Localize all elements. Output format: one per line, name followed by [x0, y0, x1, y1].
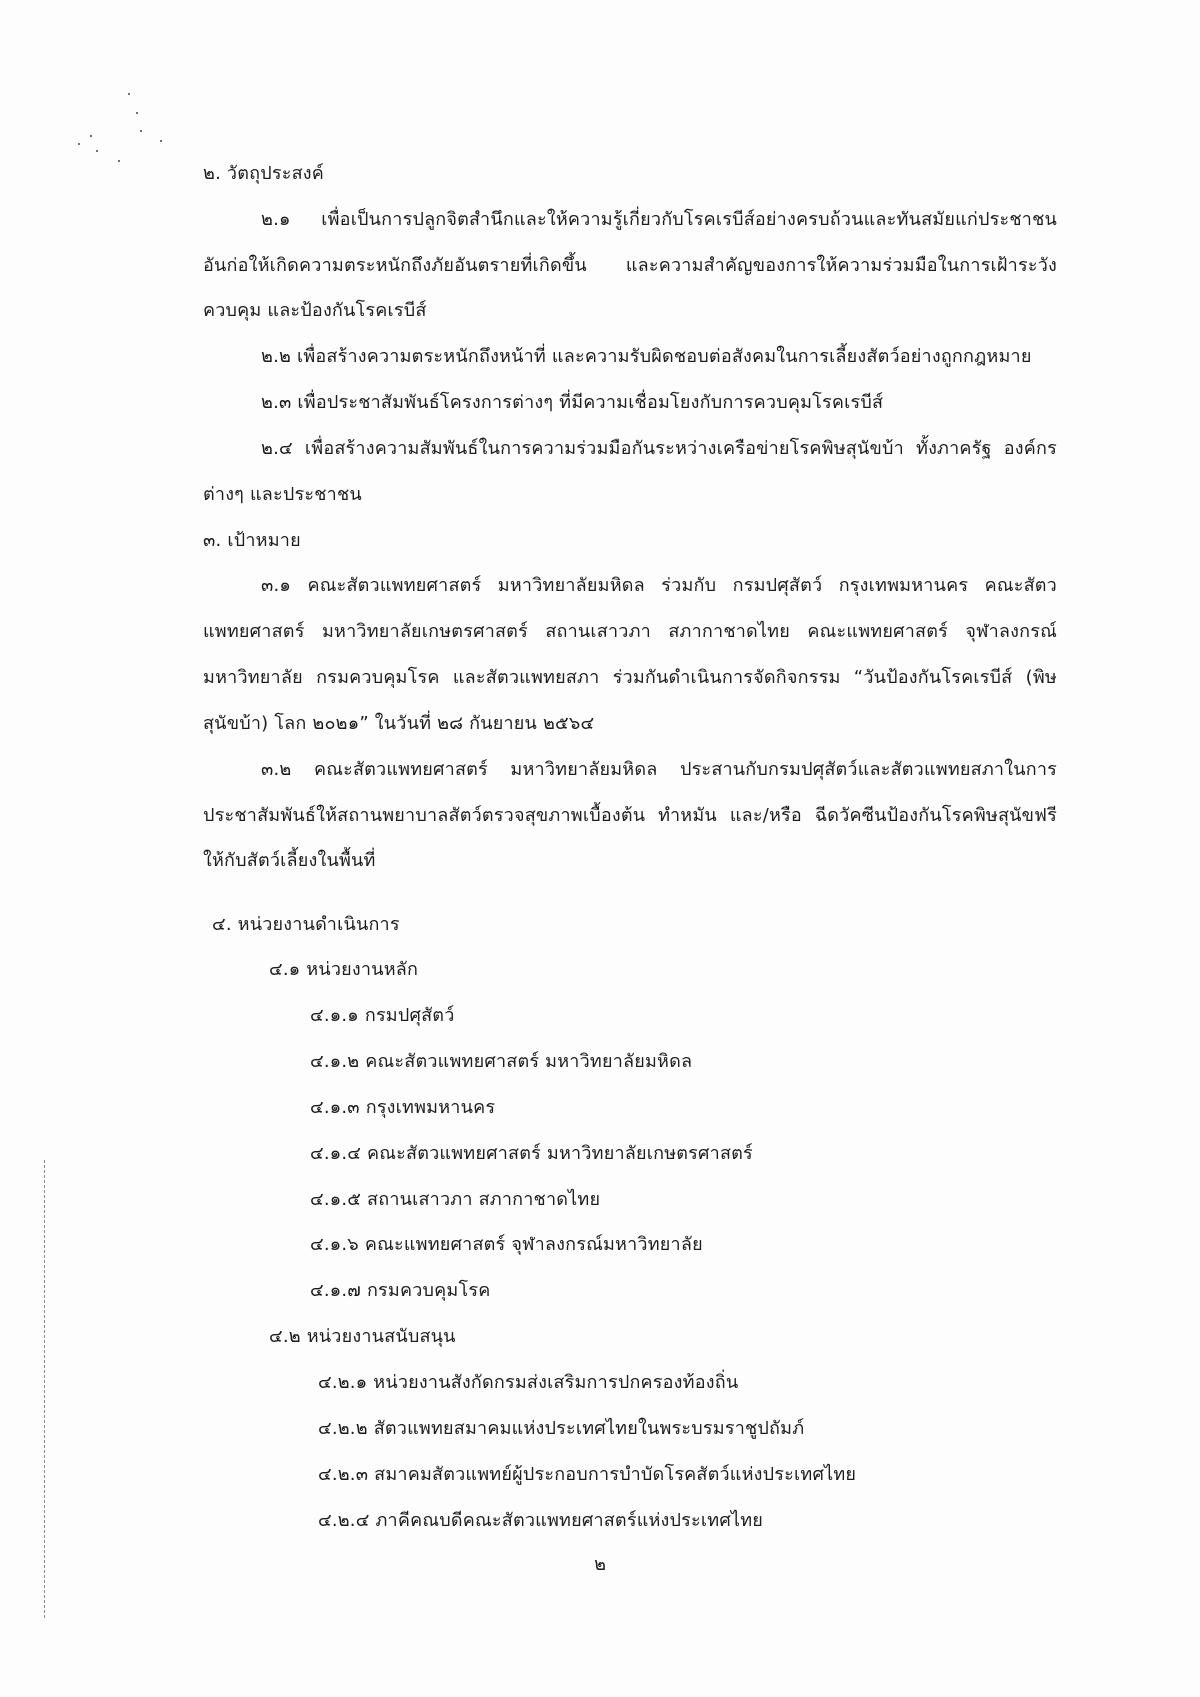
objective-2-1-line-1: ๒.๑ เพื่อเป็นการปลูกจิตสำนึกและให้ความรู้เกี่ยวกับโรคเรบีส์อย่างครบถ้วนและทันสมัยแก่ประชาชน — [261, 209, 1057, 230]
support-unit-item: ๔.๒.๑ หน่วยงานสังกัดกรมส่งเสริมการปกครองท้องถิ่น — [318, 1372, 739, 1393]
objective-2-2: ๒.๒ เพื่อสร้างความตระหนักถึงหน้าที่ และความรับผิดชอบต่อสังคมในการเลี้ยงสัตว์อย่างถูกกฎหมาย — [261, 346, 1032, 367]
target-3-2-line-3: ให้กับสัตว์เลี้ยงในพื้นที่ — [203, 850, 376, 871]
main-unit-item: ๔.๑.๔ คณะสัตวแพทยศาสตร์ มหาวิทยาลัยเกษตรศาสตร์ — [310, 1143, 753, 1164]
scan-speck — [160, 140, 162, 142]
scan-speck — [96, 150, 98, 152]
objective-2-1-line-3: ควบคุม และป้องกันโรคเรบีส์ — [203, 300, 427, 321]
scan-speck — [140, 130, 142, 132]
section-3-heading: ๓. เป้าหมาย — [203, 530, 301, 551]
scan-edge-artifact — [44, 1160, 45, 1620]
target-3-2-line-2: ประชาสัมพันธ์ให้สถานพยาบาลสัตว์ตรวจสุขภาพเบื้องต้น ทำหมัน และ/หรือ ฉีดวัคซีนป้องกันโรคพิษสุนัขฟรี — [203, 805, 1057, 826]
target-3-1-line-2: แพทยศาสตร์ มหาวิทยาลัยเกษตรศาสตร์ สถานเสาวภา สภากาชาดไทย คณะแพทยศาสตร์ จุฬาลงกรณ์ — [203, 621, 1057, 642]
support-unit-item: ๔.๒.๓ สมาคมสัตวแพทย์ผู้ประกอบการบำบัดโรคสัตว์แห่งประเทศไทย — [318, 1464, 857, 1485]
main-unit-item: ๔.๑.๓ กรุงเทพมหานคร — [310, 1097, 496, 1118]
support-units-heading: ๔.๒ หน่วยงานสนับสนุน — [269, 1326, 456, 1347]
page-number: ๒ — [594, 1554, 606, 1575]
scan-speck — [78, 143, 80, 145]
main-units-heading: ๔.๑ หน่วยงานหลัก — [269, 959, 419, 980]
section-2-heading: ๒. วัตถุประสงค์ — [203, 163, 324, 184]
scan-speck — [118, 160, 120, 162]
main-unit-item: ๔.๑.๖ คณะแพทยศาสตร์ จุฬาลงกรณ์มหาวิทยาลัย — [310, 1234, 703, 1255]
main-unit-item: ๔.๑.๒ คณะสัตวแพทยศาสตร์ มหาวิทยาลัยมหิดล — [310, 1051, 693, 1072]
objective-2-1-line-2: อันก่อให้เกิดความตระหนักถึงภัยอันตรายที่เกิดขึ้น และความสำคัญของการให้ความร่วมมือในการเฝ้าระวัง — [203, 255, 1057, 276]
main-unit-item: ๔.๑.๗ กรมควบคุมโรค — [310, 1280, 491, 1301]
target-3-1-line-1: ๓.๑ คณะสัตวแพทยศาสตร์ มหาวิทยาลัยมหิดล ร่วมกับ กรมปศุสัตว์ กรุงเทพมหานคร คณะสัตว — [261, 575, 1057, 596]
target-3-1-line-3: มหาวิทยาลัย กรมควบคุมโรค และสัตวแพทยสภา ร่วมกันดำเนินการจัดกิจกรรม “วันป้องกันโรคเรบีส์ (พิษ — [203, 667, 1057, 688]
target-3-1-line-4: สุนัขบ้า) โลก ๒๐๒๑” ในวันที่ ๒๘ กันยายน ๒๕๖๔ — [203, 713, 595, 734]
section-4-heading: ๔. หน่วยงานดำเนินการ — [212, 914, 400, 935]
scan-speck — [136, 112, 138, 114]
support-unit-item: ๔.๒.๔ ภาคีคณบดีคณะสัตวแพทยศาสตร์แห่งประเทศไทย — [318, 1510, 764, 1531]
scan-speck — [128, 93, 130, 95]
target-3-2-line-1: ๓.๒ คณะสัตวแพทยศาสตร์ มหาวิทยาลัยมหิดล ประสานกับกรมปศุสัตว์และสัตวแพทยสภาในการ — [261, 759, 1057, 780]
objective-2-4-line-2: ต่างๆ และประชาชน — [203, 484, 362, 505]
support-unit-item: ๔.๒.๒ สัตวแพทยสมาคมแห่งประเทศไทยในพระบรมราชูปถัมภ์ — [318, 1418, 805, 1439]
objective-2-4-line-1: ๒.๔ เพื่อสร้างความสัมพันธ์ในการความร่วมมือกันระหว่างเครือข่ายโรคพิษสุนัขบ้า ทั้งภาครัฐ องค์กร — [261, 438, 1057, 459]
scan-speck — [90, 135, 92, 137]
main-unit-item: ๔.๑.๑ กรมปศุสัตว์ — [310, 1005, 455, 1026]
main-unit-item: ๔.๑.๕ สถานเสาวภา สภากาชาดไทย — [310, 1189, 601, 1210]
objective-2-3: ๒.๓ เพื่อประชาสัมพันธ์โครงการต่างๆ ที่มีความเชื่อมโยงกับการควบคุมโรคเรบีส์ — [261, 392, 884, 413]
